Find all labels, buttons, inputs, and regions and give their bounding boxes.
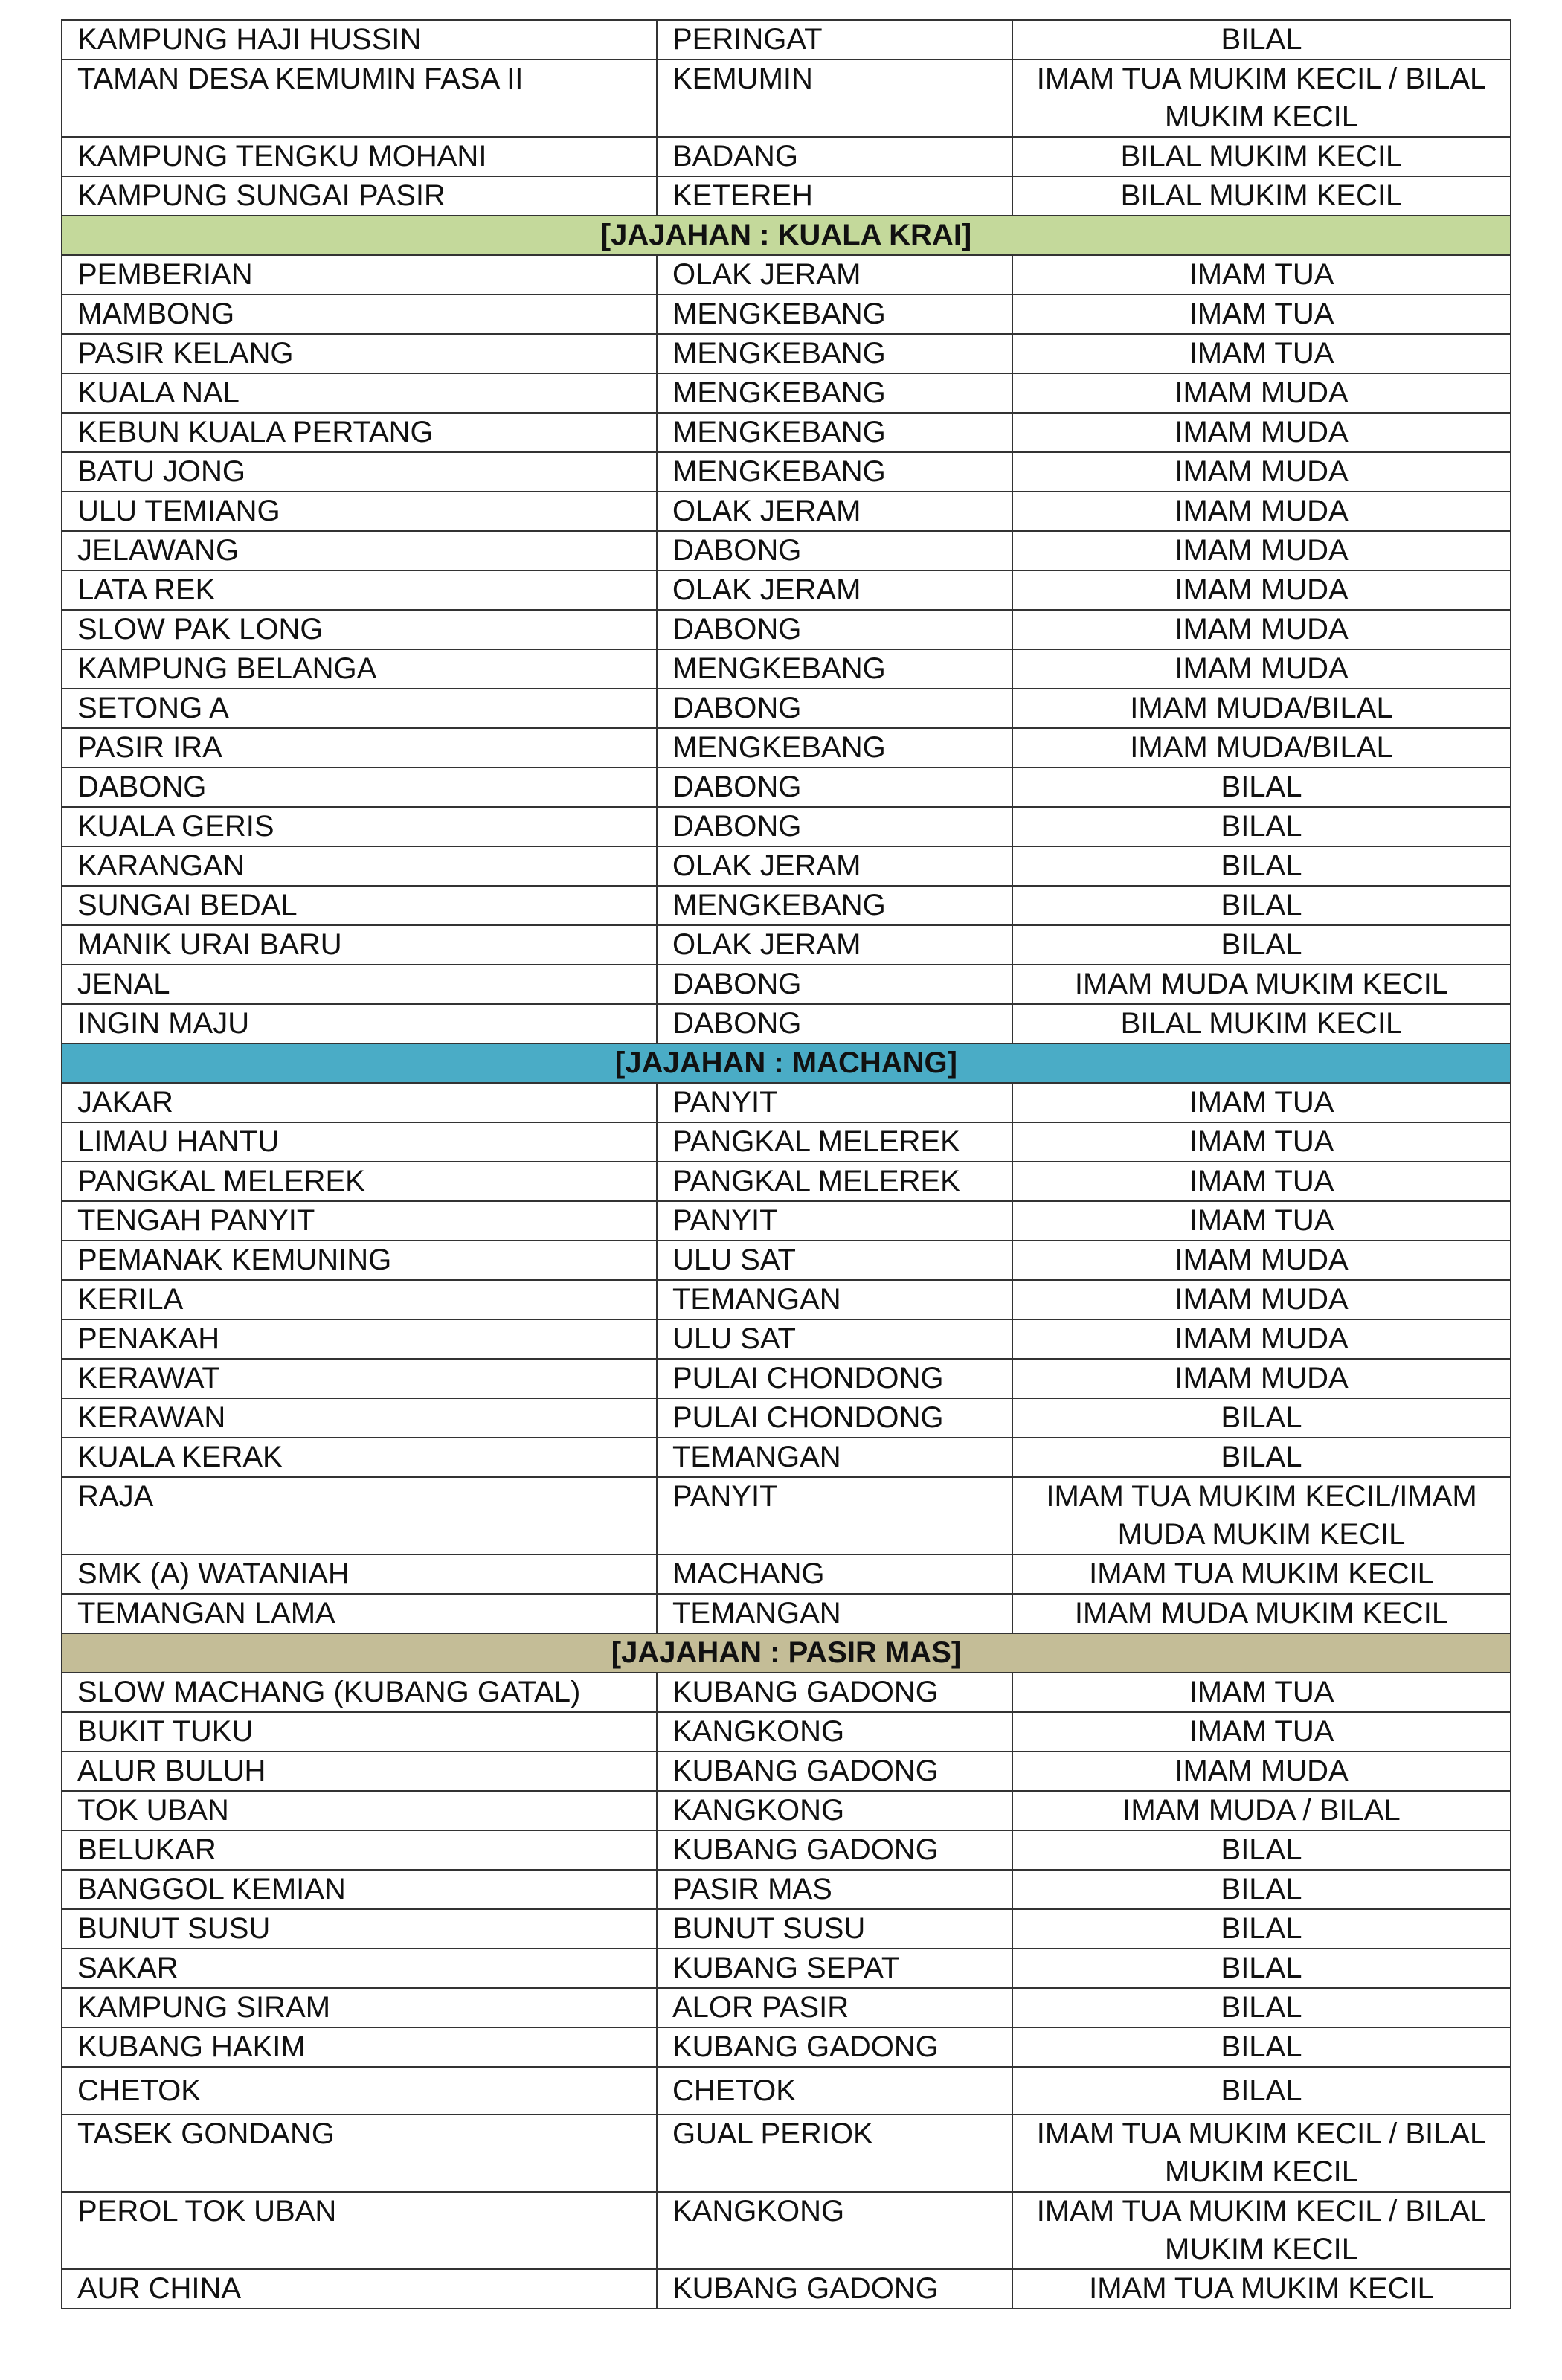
mukim-cell: OLAK JERAM — [657, 255, 1012, 295]
kampung-cell: TASEK GONDANG — [62, 2114, 657, 2192]
mukim-cell: OLAK JERAM — [657, 925, 1012, 965]
kampung-cell: TAMAN DESA KEMUMIN FASA II — [62, 60, 657, 137]
table-row — [62, 2192, 1511, 2269]
kampung-cell: KERAWAN — [62, 1398, 657, 1438]
table-row — [62, 452, 1511, 492]
kampung-cell: ULU TEMIANG — [62, 492, 657, 531]
table-row — [62, 965, 1511, 1004]
jawatan-cell: IMAM MUDA — [1012, 1752, 1511, 1791]
mukim-cell: PANGKAL MELEREK — [657, 1162, 1012, 1201]
table-row — [62, 1004, 1511, 1043]
jawatan-cell: BILAL — [1012, 886, 1511, 925]
kampung-cell: AUR CHINA — [62, 2269, 657, 2309]
jawatan-cell: IMAM MUDA — [1012, 649, 1511, 689]
mukim-cell: MENGKEBANG — [657, 334, 1012, 373]
table-row — [62, 1162, 1511, 1201]
jawatan-cell: IMAM TUA MUKIM KECIL — [1012, 2269, 1511, 2309]
kampung-cell: KAMPUNG SIRAM — [62, 1988, 657, 2027]
table-row — [62, 2269, 1511, 2309]
table-row — [62, 2027, 1511, 2067]
kampung-cell: KUALA GERIS — [62, 807, 657, 846]
kampung-cell: CHETOK — [62, 2067, 657, 2114]
jawatan-cell: BILAL — [1012, 1909, 1511, 1949]
table-row — [62, 1830, 1511, 1870]
jawatan-cell: IMAM MUDA — [1012, 413, 1511, 452]
mukim-cell: BADANG — [657, 137, 1012, 176]
jawatan-cell: IMAM TUA MUKIM KECIL / BILAL MUKIM KECIL — [1012, 2192, 1511, 2269]
jawatan-cell: IMAM MUDA — [1012, 373, 1511, 413]
jawatan-cell: IMAM MUDA — [1012, 1359, 1511, 1398]
mukim-cell: MENGKEBANG — [657, 295, 1012, 334]
kampung-cell: JENAL — [62, 965, 657, 1004]
kampung-cell: BELUKAR — [62, 1830, 657, 1870]
jawatan-cell: IMAM MUDA — [1012, 452, 1511, 492]
kampung-cell: JELAWANG — [62, 531, 657, 570]
kampung-cell: BUNUT SUSU — [62, 1909, 657, 1949]
kampung-cell: BATU JONG — [62, 452, 657, 492]
jawatan-cell: IMAM MUDA — [1012, 1319, 1511, 1359]
section-header: [JAJAHAN : PASIR MAS] — [62, 1633, 1511, 1673]
mukim-cell: MENGKEBANG — [657, 886, 1012, 925]
kampung-cell: KAMPUNG SUNGAI PASIR — [62, 176, 657, 216]
table-row — [62, 492, 1511, 531]
mukim-cell: PULAI CHONDONG — [657, 1398, 1012, 1438]
kampung-cell: KAMPUNG TENGKU MOHANI — [62, 137, 657, 176]
jawatan-cell: IMAM TUA — [1012, 255, 1511, 295]
table-row — [62, 1909, 1511, 1949]
jawatan-cell: BILAL — [1012, 2027, 1511, 2067]
mukim-cell: ULU SAT — [657, 1319, 1012, 1359]
mukim-cell: TEMANGAN — [657, 1594, 1012, 1633]
kampung-cell: PEMANAK KEMUNING — [62, 1241, 657, 1280]
mukim-cell: DABONG — [657, 807, 1012, 846]
mukim-cell: PANYIT — [657, 1083, 1012, 1122]
table-row — [62, 2114, 1511, 2192]
jawatan-cell: BILAL — [1012, 807, 1511, 846]
kampung-cell: KUALA NAL — [62, 373, 657, 413]
mukim-cell: MACHANG — [657, 1554, 1012, 1594]
mukim-cell: OLAK JERAM — [657, 492, 1012, 531]
table-row — [62, 1791, 1511, 1830]
table-row — [62, 1280, 1511, 1319]
table-row — [62, 176, 1511, 216]
mukim-cell: CHETOK — [657, 2067, 1012, 2114]
table-row — [62, 570, 1511, 610]
mukim-cell: ALOR PASIR — [657, 1988, 1012, 2027]
mukim-cell: KUBANG GADONG — [657, 2269, 1012, 2309]
table-row — [62, 925, 1511, 965]
mukim-cell: MENGKEBANG — [657, 373, 1012, 413]
kampung-cell: PENAKAH — [62, 1319, 657, 1359]
mukim-cell: KANGKONG — [657, 1712, 1012, 1752]
mukim-cell: KETEREH — [657, 176, 1012, 216]
kampung-cell: KERAWAT — [62, 1359, 657, 1398]
mukim-cell: MENGKEBANG — [657, 649, 1012, 689]
jawatan-cell: BILAL — [1012, 1988, 1511, 2027]
section-header-row — [62, 216, 1511, 255]
jawatan-cell: BILAL — [1012, 2067, 1511, 2114]
mukim-cell: KUBANG GADONG — [657, 1673, 1012, 1712]
kampung-cell: PASIR KELANG — [62, 334, 657, 373]
jawatan-cell: IMAM TUA — [1012, 1712, 1511, 1752]
table-row — [62, 1752, 1511, 1791]
mukim-cell: MENGKEBANG — [657, 728, 1012, 768]
table-row — [62, 1359, 1511, 1398]
jawatan-cell: BILAL — [1012, 1870, 1511, 1909]
mukim-cell: PASIR MAS — [657, 1870, 1012, 1909]
table-row — [62, 689, 1511, 728]
jawatan-cell: IMAM MUDA/BILAL — [1012, 689, 1511, 728]
table-row — [62, 846, 1511, 886]
jawatan-cell: IMAM MUDA / BILAL — [1012, 1791, 1511, 1830]
mukim-cell: PULAI CHONDONG — [657, 1359, 1012, 1398]
table-row — [62, 728, 1511, 768]
assignment-table — [61, 19, 1511, 2309]
kampung-cell: KARANGAN — [62, 846, 657, 886]
mukim-cell: KEMUMIN — [657, 60, 1012, 137]
table-row — [62, 1083, 1511, 1122]
kampung-cell: KERILA — [62, 1280, 657, 1319]
jawatan-cell: IMAM MUDA — [1012, 610, 1511, 649]
jawatan-cell: IMAM MUDA — [1012, 531, 1511, 570]
jawatan-cell: BILAL MUKIM KECIL — [1012, 176, 1511, 216]
table-row — [62, 373, 1511, 413]
mukim-cell: PANGKAL MELEREK — [657, 1122, 1012, 1162]
kampung-cell: SMK (A) WATANIAH — [62, 1554, 657, 1594]
kampung-cell: MANIK URAI BARU — [62, 925, 657, 965]
jawatan-cell: IMAM TUA — [1012, 334, 1511, 373]
kampung-cell: DABONG — [62, 768, 657, 807]
mukim-cell: ULU SAT — [657, 1241, 1012, 1280]
kampung-cell: BUKIT TUKU — [62, 1712, 657, 1752]
jawatan-cell: IMAM TUA — [1012, 1673, 1511, 1712]
mukim-cell: MENGKEBANG — [657, 413, 1012, 452]
table-row — [62, 2067, 1511, 2114]
table-row — [62, 768, 1511, 807]
mukim-cell: KUBANG GADONG — [657, 1830, 1012, 1870]
kampung-cell: LIMAU HANTU — [62, 1122, 657, 1162]
table-row — [62, 649, 1511, 689]
mukim-cell: DABONG — [657, 689, 1012, 728]
mukim-cell: GUAL PERIOK — [657, 2114, 1012, 2192]
table-row — [62, 1594, 1511, 1633]
table-row — [62, 1438, 1511, 1477]
section-header: [JAJAHAN : MACHANG] — [62, 1043, 1511, 1083]
jawatan-cell: BILAL — [1012, 846, 1511, 886]
table-row — [62, 1712, 1511, 1752]
jawatan-cell: IMAM MUDA MUKIM KECIL — [1012, 965, 1511, 1004]
table-row — [62, 1477, 1511, 1554]
table-row — [62, 886, 1511, 925]
mukim-cell: PANYIT — [657, 1201, 1012, 1241]
jawatan-cell: BILAL — [1012, 1949, 1511, 1988]
jawatan-cell: IMAM TUA — [1012, 1122, 1511, 1162]
jawatan-cell: IMAM MUDA MUKIM KECIL — [1012, 1594, 1511, 1633]
kampung-cell: INGIN MAJU — [62, 1004, 657, 1043]
table-row — [62, 1988, 1511, 2027]
mukim-cell: PERINGAT — [657, 20, 1012, 60]
jawatan-cell: BILAL — [1012, 1438, 1511, 1477]
table-row — [62, 1201, 1511, 1241]
kampung-cell: RAJA — [62, 1477, 657, 1554]
mukim-cell: DABONG — [657, 1004, 1012, 1043]
table-row — [62, 334, 1511, 373]
jawatan-cell: BILAL MUKIM KECIL — [1012, 137, 1511, 176]
table-row — [62, 137, 1511, 176]
kampung-cell: SETONG A — [62, 689, 657, 728]
mukim-cell: DABONG — [657, 768, 1012, 807]
jawatan-cell: IMAM TUA — [1012, 295, 1511, 334]
kampung-cell: TOK UBAN — [62, 1791, 657, 1830]
mukim-cell: DABONG — [657, 610, 1012, 649]
mukim-cell: MENGKEBANG — [657, 452, 1012, 492]
kampung-cell: SAKAR — [62, 1949, 657, 1988]
kampung-cell: KUALA KERAK — [62, 1438, 657, 1477]
document-page — [61, 19, 1510, 2309]
mukim-cell: OLAK JERAM — [657, 846, 1012, 886]
jawatan-cell: IMAM MUDA — [1012, 570, 1511, 610]
section-header-row — [62, 1633, 1511, 1673]
section-header: [JAJAHAN : KUALA KRAI] — [62, 216, 1511, 255]
table-row — [62, 1554, 1511, 1594]
jawatan-cell: BILAL — [1012, 20, 1511, 60]
kampung-cell: PANGKAL MELEREK — [62, 1162, 657, 1201]
mukim-cell: KANGKONG — [657, 1791, 1012, 1830]
jawatan-cell: BILAL — [1012, 925, 1511, 965]
jawatan-cell: IMAM TUA — [1012, 1083, 1511, 1122]
kampung-cell: PEROL TOK UBAN — [62, 2192, 657, 2269]
jawatan-cell: IMAM TUA MUKIM KECIL / BILAL MUKIM KECIL — [1012, 60, 1511, 137]
table-row — [62, 531, 1511, 570]
mukim-cell: TEMANGAN — [657, 1280, 1012, 1319]
mukim-cell: DABONG — [657, 965, 1012, 1004]
mukim-cell: TEMANGAN — [657, 1438, 1012, 1477]
mukim-cell: OLAK JERAM — [657, 570, 1012, 610]
jawatan-cell: IMAM TUA — [1012, 1162, 1511, 1201]
mukim-cell: DABONG — [657, 531, 1012, 570]
kampung-cell: LATA REK — [62, 570, 657, 610]
mukim-cell: PANYIT — [657, 1477, 1012, 1554]
jawatan-cell: IMAM TUA MUKIM KECIL/IMAM MUDA MUKIM KECIL — [1012, 1477, 1511, 1554]
jawatan-cell: BILAL MUKIM KECIL — [1012, 1004, 1511, 1043]
mukim-cell: KUBANG GADONG — [657, 2027, 1012, 2067]
kampung-cell: PEMBERIAN — [62, 255, 657, 295]
mukim-cell: KUBANG GADONG — [657, 1752, 1012, 1791]
table-row — [62, 60, 1511, 137]
table-row — [62, 1241, 1511, 1280]
kampung-cell: PASIR IRA — [62, 728, 657, 768]
table-body — [62, 20, 1511, 2309]
jawatan-cell: BILAL — [1012, 1830, 1511, 1870]
table-row — [62, 20, 1511, 60]
jawatan-cell: IMAM MUDA — [1012, 492, 1511, 531]
table-row — [62, 295, 1511, 334]
kampung-cell: SUNGAI BEDAL — [62, 886, 657, 925]
mukim-cell: KUBANG SEPAT — [657, 1949, 1012, 1988]
kampung-cell: KUBANG HAKIM — [62, 2027, 657, 2067]
kampung-cell: TEMANGAN LAMA — [62, 1594, 657, 1633]
kampung-cell: ALUR BULUH — [62, 1752, 657, 1791]
table-row — [62, 807, 1511, 846]
jawatan-cell: BILAL — [1012, 1398, 1511, 1438]
table-row — [62, 1319, 1511, 1359]
table-row — [62, 1949, 1511, 1988]
kampung-cell: BANGGOL KEMIAN — [62, 1870, 657, 1909]
kampung-cell: KAMPUNG BELANGA — [62, 649, 657, 689]
jawatan-cell: IMAM TUA — [1012, 1201, 1511, 1241]
kampung-cell: JAKAR — [62, 1083, 657, 1122]
table-row — [62, 255, 1511, 295]
table-row — [62, 413, 1511, 452]
table-row — [62, 1398, 1511, 1438]
kampung-cell: TENGAH PANYIT — [62, 1201, 657, 1241]
mukim-cell: BUNUT SUSU — [657, 1909, 1012, 1949]
table-row — [62, 1673, 1511, 1712]
kampung-cell: MAMBONG — [62, 295, 657, 334]
table-row — [62, 1122, 1511, 1162]
jawatan-cell: IMAM MUDA — [1012, 1241, 1511, 1280]
kampung-cell: KEBUN KUALA PERTANG — [62, 413, 657, 452]
jawatan-cell: IMAM TUA MUKIM KECIL — [1012, 1554, 1511, 1594]
mukim-cell: KANGKONG — [657, 2192, 1012, 2269]
kampung-cell: SLOW MACHANG (KUBANG GATAL) — [62, 1673, 657, 1712]
table-row — [62, 1870, 1511, 1909]
jawatan-cell: IMAM TUA MUKIM KECIL / BILAL MUKIM KECIL — [1012, 2114, 1511, 2192]
jawatan-cell: IMAM MUDA — [1012, 1280, 1511, 1319]
jawatan-cell: BILAL — [1012, 768, 1511, 807]
kampung-cell: KAMPUNG HAJI HUSSIN — [62, 20, 657, 60]
table-row — [62, 610, 1511, 649]
jawatan-cell: IMAM MUDA/BILAL — [1012, 728, 1511, 768]
section-header-row — [62, 1043, 1511, 1083]
kampung-cell: SLOW PAK LONG — [62, 610, 657, 649]
